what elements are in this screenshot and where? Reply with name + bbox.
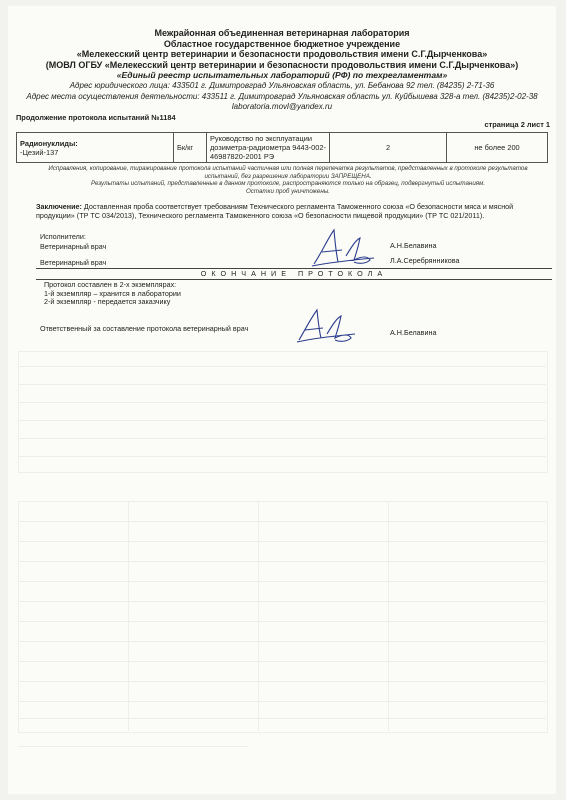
responsible-label: Ответственный за составление протокола ветеринарный врач xyxy=(40,324,249,333)
end-of-protocol-banner: ОКОНЧАНИЕ ПРОТОКОЛА xyxy=(36,268,552,280)
protocol-continuation-title: Продолжение протокола испытаний №1184 xyxy=(16,113,176,122)
executor-role-1: Ветеринарный врач xyxy=(40,241,107,251)
header-registry: «Единый реестр испытательных лабораторий (РФ) по техрегламентам» xyxy=(116,70,448,81)
responsible-name: А.Н.Белавина xyxy=(390,328,437,337)
indicator-item: -Цезий-137 xyxy=(20,147,59,157)
lab-header xyxy=(8,28,556,113)
signature-belavina xyxy=(308,226,378,270)
protocol-notes xyxy=(48,165,528,195)
conclusion xyxy=(36,203,548,221)
note-copying: Исправления, копирование, тиражирование протокола испытаний частичная или полная перепечатка результатов, представленных в протоколе результатов испытаний, без разрешения лаборатории ЗАПРЕЩЕНА. xyxy=(48,165,528,180)
conclusion-label: Заключение: xyxy=(36,202,82,211)
indicator-title: Радионуклиды: xyxy=(20,138,78,148)
note-results-scope: Результаты испытаний, представленные в данном протоколе, распространяются только на образец, подвергнутый испытаниям. xyxy=(90,180,486,188)
result-cell: 2 xyxy=(330,133,447,163)
table-row xyxy=(17,133,548,163)
signature-responsible xyxy=(293,306,357,346)
header-legal-address: Адрес юридического лица: 433501 г. Димитровград Ульяновская область, ул. Бебанова 92 тел. (84235) 2-71-36 xyxy=(69,80,495,90)
copies-line-1: Протокол составлен в 2-х экземплярах: xyxy=(44,280,177,289)
header-email: laboratoria.movl@yandex.ru xyxy=(231,102,333,112)
header-line-3: «Мелекесский центр ветеринарии и безопасности продовольствия имени С.Г.Дырченкова» xyxy=(76,49,488,60)
reverse-side-show-through xyxy=(8,6,556,794)
copies-block xyxy=(44,281,181,307)
header-line-2: Областное государственное бюджетное учреждение xyxy=(163,38,401,49)
header-line-1: Межрайонная объединенная ветеринарная лаборатория xyxy=(154,28,410,38)
header-activity-address: Адрес места осуществления деятельности: 433511 г. Димитровград Ульяновская область ул. Куйбышева 328-а тел. (84235)2-02-38 xyxy=(26,91,538,101)
results-table xyxy=(16,132,548,163)
document-page xyxy=(8,6,556,794)
copies-line-2: 1-й экземпляр – хранится в лаборатории xyxy=(44,288,181,298)
executor-name-1: А.Н.Белавина xyxy=(390,241,437,250)
executors-title: Исполнители: xyxy=(40,232,86,241)
unit-cell: Бк/кг xyxy=(174,133,207,163)
header-line-4: (МОВЛ ОГБУ «Мелекесский центр ветеринарии и безопасности продовольствия имени С.Г.Дырченкова») xyxy=(45,59,519,70)
executor-role-2: Ветеринарный врач xyxy=(40,258,107,268)
conclusion-text: Доставленная проба соответствует требованиям Технического регламента Таможенного союза «О безопасности мяса и мясной продукции» (ТР ТС 034/2013), Технического регламента Таможенного союза «О безопасности пищевой продукции» (ТР ТС 021/2011). xyxy=(36,202,514,220)
note-samples-destroyed: Остатки проб уничтожены. xyxy=(245,187,331,195)
executor-name-2: Л.А.Серебрянникова xyxy=(390,256,460,265)
executors-block xyxy=(40,232,106,268)
indicator-cell xyxy=(17,133,174,163)
method-cell: Руководство по эксплуатации дозиметра-радиометра 9443-002-46987820-2001 РЭ xyxy=(207,133,330,163)
norm-cell: не более 200 xyxy=(447,133,548,163)
page-number: страница 2 лист 1 xyxy=(484,120,550,129)
copies-line-3: 2-й экземпляр - передается заказчику xyxy=(44,297,171,307)
